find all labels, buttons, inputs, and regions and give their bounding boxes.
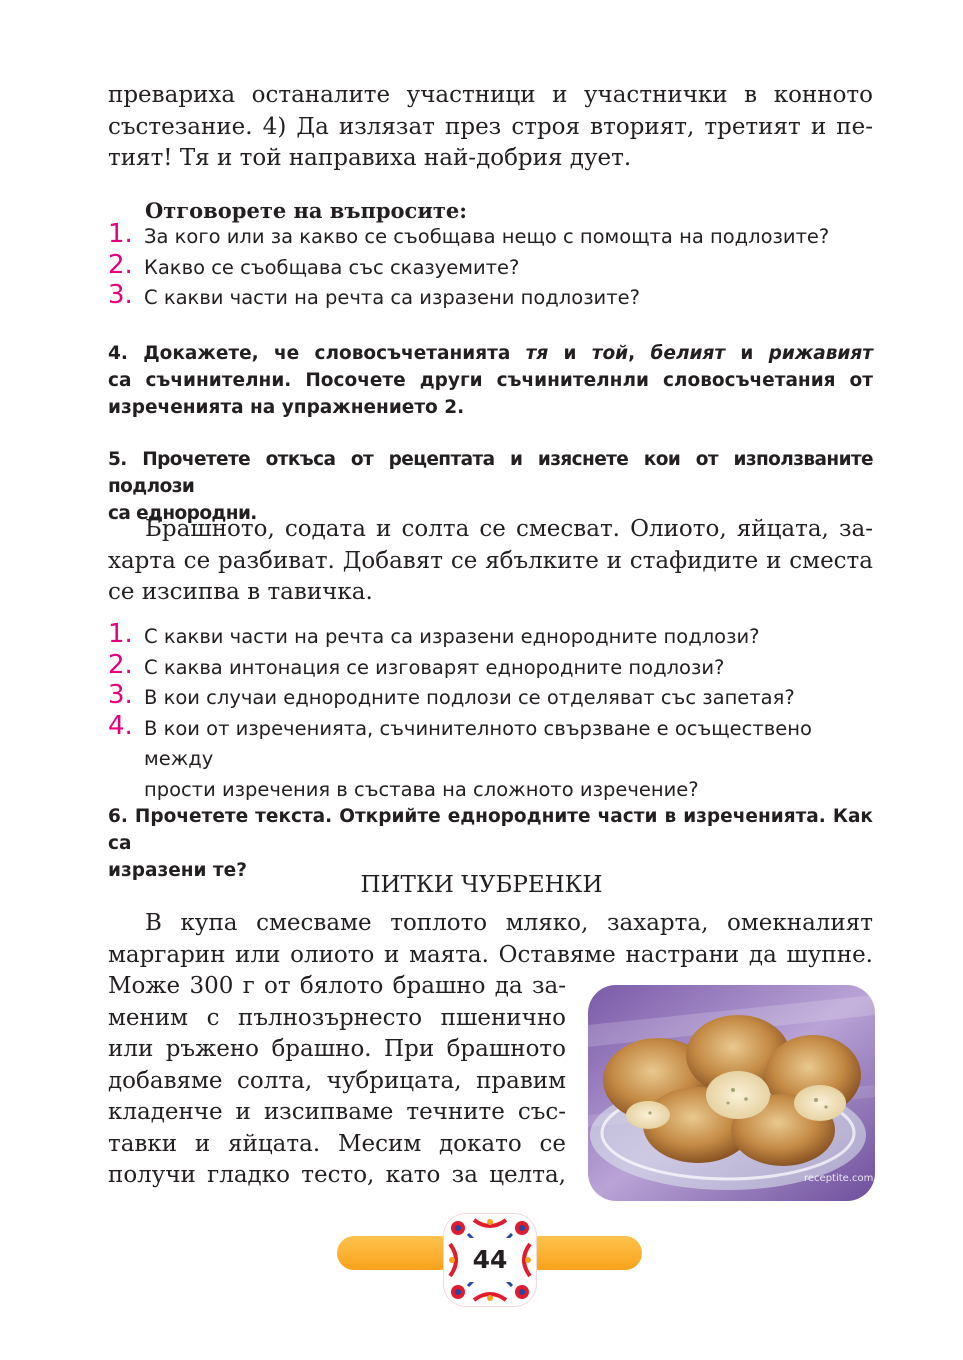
task-6-line: изразени те? <box>108 860 247 881</box>
recipe-line: В купа смесваме топлото мляко, захарта, омекналият <box>145 910 873 936</box>
list-item <box>108 649 878 684</box>
intro-line: тият! Тя и той направиха най-добрия дует. <box>108 145 632 171</box>
questions-heading: Отговорете на въпросите: <box>145 198 468 223</box>
list-item <box>108 280 878 314</box>
recipe-line: получи гладко тесто, като за целта, <box>108 1162 566 1188</box>
intro-line: превариха останалите участници и участнички в конното <box>108 82 873 108</box>
intro-line: състезание. 4) Да излязат през строя вторият, третият и пе- <box>108 113 873 140</box>
page-number: 44 <box>472 1245 508 1274</box>
recipe-line: или ръжено брашно. При брашното <box>108 1036 566 1062</box>
questions-list <box>108 219 878 314</box>
question-text: В кои от изреченията, съчинителното свързване е осъществено между <box>144 716 812 770</box>
question-number: 3. <box>108 280 133 310</box>
recipe-line: Може 300 г от бялото брашно да за- <box>108 973 566 999</box>
recipe-text-wrapped <box>108 971 566 1192</box>
question-text: прости изречения в състава на сложното изречение? <box>144 777 699 801</box>
excerpt-line: се изсипва в тавичка. <box>108 579 373 605</box>
footer-bar-left <box>337 1236 457 1270</box>
list-item <box>108 619 878 653</box>
bread-rolls-photo <box>588 985 875 1201</box>
question-text: Какво се съобщава със сказуемите? <box>144 255 520 279</box>
question-number: 4. <box>108 710 133 741</box>
photo-watermark: receptite.com <box>804 1173 874 1184</box>
question-text: С какви части на речта са изразени еднородните подлози? <box>144 625 760 648</box>
recipe-line: меним с пълнозърнесто пшенично <box>108 1004 566 1031</box>
excerpt-line: Брашното, содата и солта се смесват. Олиото, яйцата, за- <box>145 516 873 542</box>
task-4-line-2: са съчинителни. Посочете други съчинителнли словосъчетания от <box>108 370 873 391</box>
question-number: 1. <box>108 219 133 249</box>
bread-rolls-illustration <box>588 985 875 1201</box>
question-number: 2. <box>108 249 133 280</box>
task-4-line-3: изреченията на упражнението 2. <box>108 397 465 418</box>
emphasis: рижавият <box>768 343 873 364</box>
task-text: и <box>548 343 592 364</box>
recipe-excerpt <box>108 514 873 609</box>
recipe-line: маргарин или олиото и маята. Оставяме настрани да шупне. <box>108 941 873 968</box>
list-item <box>108 219 878 253</box>
emphasis: тя <box>525 343 549 364</box>
question-number: 2. <box>108 649 133 680</box>
questions-list-2 <box>108 619 878 805</box>
question-text: В кои случаи еднородните подлози се отделяват със запетая? <box>144 686 795 709</box>
footer-bar-right <box>522 1236 642 1270</box>
recipe-line: кладенче и изсипваме течните със- <box>108 1099 566 1125</box>
task-text: и <box>725 343 769 364</box>
question-number: 3. <box>108 680 133 710</box>
question-text: С каква интонация се изговарят еднородните подлози? <box>144 655 725 679</box>
recipe-title: ПИТКИ ЧУБРЕНКИ <box>360 872 603 898</box>
list-item <box>108 710 878 806</box>
recipe-line: добавяме солта, чубрицата, правим <box>108 1067 566 1094</box>
task-5-line: 5. Прочетете откъса от рецептата и изяснете кои от използваните подлози <box>108 449 873 497</box>
task-6-line: 6. Прочетете текста. Открийте еднородните части в изреченията. Как са <box>108 806 873 854</box>
emphasis: той <box>591 343 629 364</box>
task-5-line: са еднородни. <box>108 503 257 524</box>
recipe-text <box>108 908 873 971</box>
excerpt-line: харта се разбиват. Добавят се ябълките и стафидите и сместа <box>108 547 873 574</box>
question-text: За кого или за какво се съобщава нещо с помощта на подлозите? <box>144 225 830 248</box>
task-4-line-1 <box>108 340 873 367</box>
list-item <box>108 249 878 284</box>
list-item <box>108 680 878 714</box>
task-text: , <box>628 343 651 364</box>
intro-paragraph <box>108 80 873 175</box>
recipe-line: тавки и яйцата. Месим докато се <box>108 1130 566 1157</box>
question-number: 1. <box>108 619 133 649</box>
emphasis: белият <box>650 343 726 364</box>
task-4 <box>108 340 873 421</box>
question-text: С какви части на речта са изразени подлозите? <box>144 286 640 309</box>
task-text: 4. Докажете, че словосъчетанията <box>108 343 526 364</box>
